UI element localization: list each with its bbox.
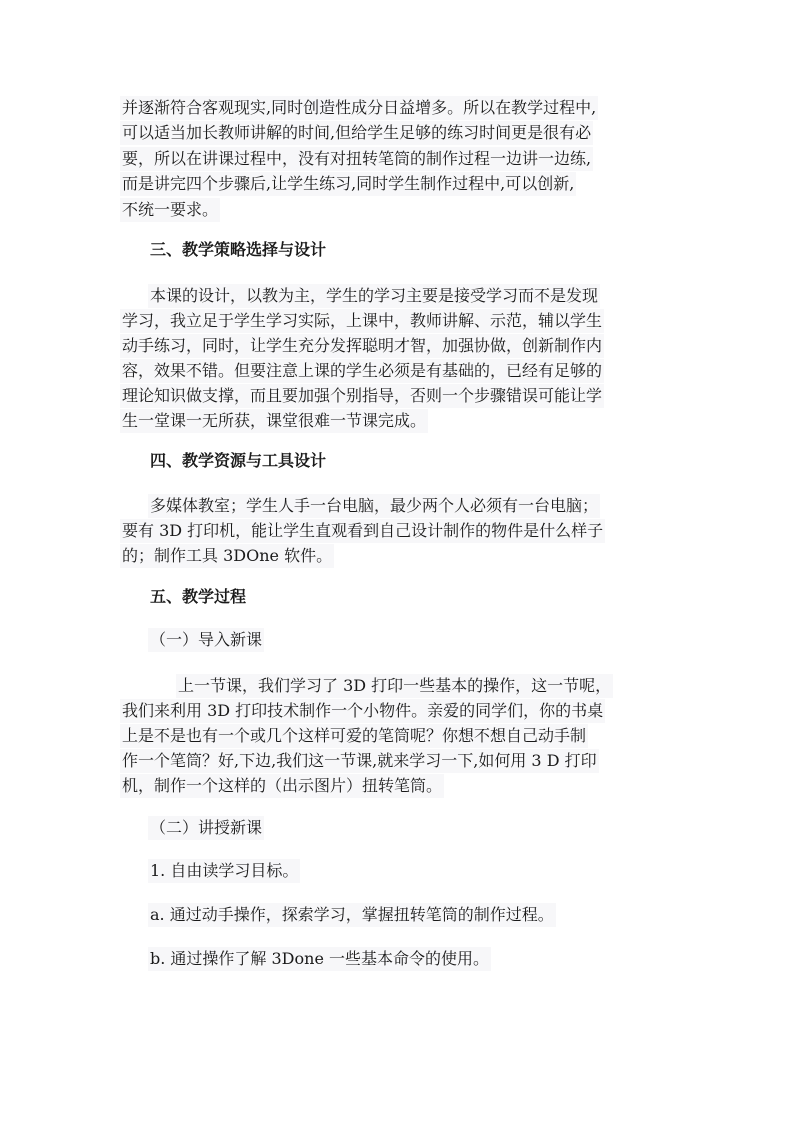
paragraph1-line-1: 并逐渐符合客观现实,同时创造性成分日益增多。所以在教学过程中, xyxy=(120,96,598,120)
section3-line-6: 生一堂课一无所获，课堂很难一节课完成。 xyxy=(120,409,428,433)
section3-line-1: 本课的设计，以教为主，学生的学习主要是接受学习而不是发现 xyxy=(148,284,600,308)
list-item-a: a. 通过动手操作，探索学习，掌握扭转笔筒的制作过程。 xyxy=(148,903,556,927)
section4-line-1: 多媒体教室；学生人手一台电脑，最少两个人必须有一台电脑； xyxy=(148,494,600,518)
section3-line-5: 理论知识做支撑，而且要加强个别指导，否则一个步骤错误可能让学 xyxy=(120,384,604,408)
list-item-b: b. 通过操作了解 3Done 一些基本命令的使用。 xyxy=(148,947,491,971)
section3-heading: 三、教学策略选择与设计 xyxy=(150,240,327,259)
section3-line-2: 学习，我立足于学生学习实际，上课中，教师讲解、示范，辅以学生 xyxy=(120,309,604,333)
section3-line-4: 容，效果不错。但要注意上课的学生必须是有基础的，已经有足够的 xyxy=(120,359,604,383)
section5-subheading-2: （二）讲授新课 xyxy=(148,816,264,840)
paragraph1-line-4: 而是讲完四个步骤后,让学生练习,同时学生制作过程中,可以创新, xyxy=(120,172,576,196)
section4-line-3: 的；制作工具 3DOne 软件。 xyxy=(120,544,334,568)
paragraph1-line-3: 要，所以在讲课过程中，没有对扭转笔筒的制作过程一边讲一边练, xyxy=(120,147,593,171)
section3-line-3: 动手练习，同时，让学生充分发挥聪明才智，加强协做，创新制作内 xyxy=(120,334,604,358)
section5-subheading-1: （一）导入新课 xyxy=(148,628,264,652)
intro-line-1: 上一节课，我们学习了 3D 打印一些基本的操作，这一节呢， xyxy=(176,674,613,698)
intro-line-2: 我们来利用 3D 打印技术制作一个小物件。亲爱的同学们，你的书桌 xyxy=(120,699,605,723)
section5-heading: 五、教学过程 xyxy=(150,587,247,606)
intro-line-5: 机，制作一个这样的（出示图片）扭转笔筒。 xyxy=(120,774,444,798)
intro-line-3: 上是不是也有一个或几个这样可爱的笔筒呢？你想不想自己动手制 xyxy=(120,724,588,748)
paragraph1-line-5: 不统一要求。 xyxy=(120,198,220,222)
section4-line-2: 要有 3D 打印机，能让学生直观看到自己设计制作的物件是什么样子 xyxy=(120,519,605,543)
intro-line-4: 作一个笔筒？好,下边,我们这一节课,就来学习一下,如何用 3 D 打印 xyxy=(120,749,599,773)
list-item-1: 1. 自由读学习目标。 xyxy=(148,859,300,883)
paragraph1-line-2: 可以适当加长教师讲解的时间,但给学生足够的练习时间更是很有必 xyxy=(120,121,593,145)
section4-heading: 四、教学资源与工具设计 xyxy=(150,451,327,470)
